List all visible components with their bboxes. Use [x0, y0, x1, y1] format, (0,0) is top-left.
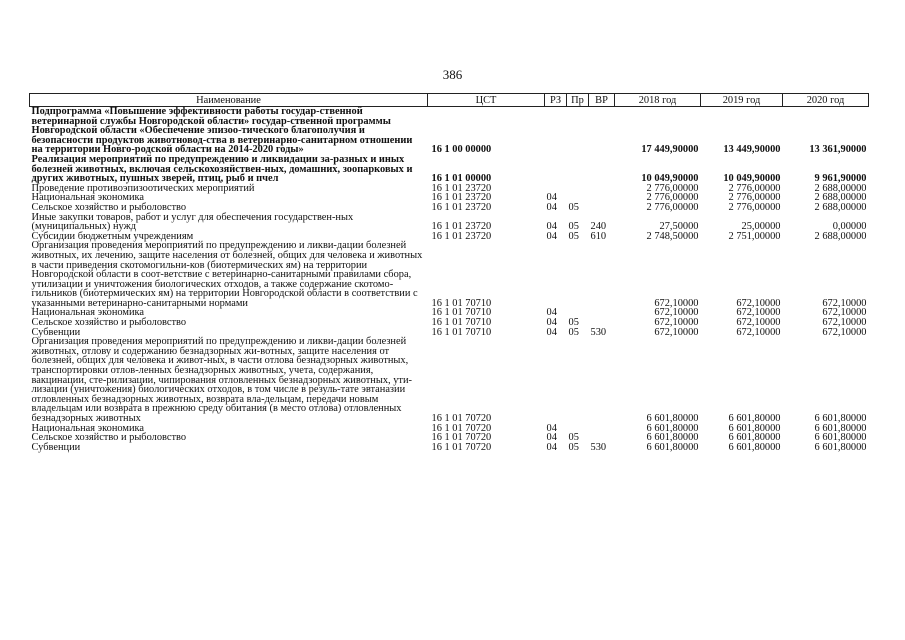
cell-vr: 530 [590, 326, 607, 338]
cell-name: Субвенции [31, 326, 81, 338]
header-name: Наименование [30, 94, 428, 107]
page-number: 386 [442, 67, 463, 82]
cell-2020: 6 601,80000 [814, 413, 867, 424]
cell-pr: 05 [568, 441, 579, 453]
cell-2020: 672,10000 [822, 307, 867, 319]
cell-rz: 04 [546, 441, 557, 453]
cell-rz: 04 [546, 432, 557, 444]
cell-rz: 04 [546, 317, 557, 329]
cell-name: Субсидии бюджетным учреждениям [31, 230, 194, 242]
cell-rz: 04 [546, 326, 557, 338]
cell-name: Сельское хозяйство и рыболовство [31, 317, 187, 329]
cell-rz: 04 [546, 192, 557, 204]
cell-vr [589, 203, 615, 213]
cell-pr: 05 [568, 201, 579, 213]
cell-2019: 672,10000 [736, 326, 781, 338]
cell-vr [589, 184, 615, 194]
cell-vr [589, 308, 615, 318]
cell-2018: 6 601,80000 [646, 413, 699, 424]
table-row [30, 213, 869, 232]
cell-2020: 672,10000 [822, 297, 867, 309]
cell-cst: 16 1 01 70720 [431, 432, 492, 444]
cell-vr [589, 337, 615, 423]
cell-pr: 05 [568, 317, 579, 329]
cell-rz [545, 155, 567, 184]
cell-name: Организация проведения мероприятий по предупреждению и ликви-дации болезней животных, отлову и содержанию безнадзорных жи-вотных, защите населения от болезней, общих для человека и живот-ных, в части отлова безнадзорных животных, транспортировки отлов-ленных безнадзорных животных, учета, содержания, вакцинации, сте-рилизации, чипирования отловленных безнадзорных животных, ути-лизации (уничтожения) биологических отходов, в том числе в резуль-тате эвтаназии отловленных безнадзорных животных, возврата вла-дельцам, передачи новым владельцам или возврата в прежнюю среду обитания (в место отлова) отловленных безнадзорных животных [31, 336, 412, 424]
cell-2020: 672,10000 [822, 326, 867, 338]
cell-2019: 10 049,90000 [723, 173, 781, 185]
budget-table [29, 93, 869, 452]
cell-rz: 04 [546, 422, 557, 434]
cell-name: Национальная экономика [31, 192, 145, 204]
cell-2018: 2 776,00000 [646, 182, 699, 194]
table-row [30, 241, 869, 308]
cell-2020: 6 601,80000 [814, 422, 867, 434]
cell-2018: 6 601,80000 [646, 422, 699, 434]
cell-vr: 530 [590, 441, 607, 453]
header-rz: РЗ [545, 94, 567, 107]
cell-cst: 16 1 01 70720 [431, 422, 492, 434]
table-row [30, 155, 869, 184]
cell-cst: 16 1 01 23720 [431, 230, 492, 242]
cell-2018: 2 776,00000 [646, 192, 699, 204]
cell-2019: 2 776,00000 [728, 192, 781, 204]
cell-cst: 16 1 01 23720 [431, 221, 492, 233]
cell-rz: 04 [546, 201, 557, 213]
header-vr: ВР [589, 94, 615, 107]
cell-2018: 6 601,80000 [646, 441, 699, 453]
cell-2019: 6 601,80000 [728, 422, 781, 434]
cell-rz: 04 [546, 230, 557, 242]
cell-2020: 13 361,90000 [809, 144, 867, 156]
cell-rz [545, 241, 567, 308]
cell-cst: 16 1 01 70720 [431, 413, 492, 424]
cell-vr [589, 155, 615, 184]
cell-name: Национальная экономика [31, 307, 145, 319]
cell-rz: 04 [546, 221, 557, 233]
cell-2020: 9 961,90000 [814, 173, 867, 185]
header-cst: ЦСТ [428, 94, 545, 107]
cell-rz: 04 [546, 307, 557, 319]
cell-cst: 16 1 01 70710 [431, 307, 492, 319]
cell-name: Субвенции [31, 441, 81, 453]
cell-pr [567, 241, 589, 308]
table-row [30, 337, 869, 423]
cell-rz [545, 107, 567, 155]
cell-2019: 2 776,00000 [728, 201, 781, 213]
cell-vr [589, 241, 615, 308]
cell-name: Подпрограмма «Повышение эффективности работы государ-ственной ветеринарной службы Новгородской области» государ-ственной программы Новгородской области «Обеспечение эпизоо-тического благополучия и безопасности продуктов животновод-ства в ветеринарно-санитарном отношении на территории Новго-родской области на 2014-2020 годы» [31, 106, 413, 156]
cell-2020: 0,00000 [832, 221, 867, 233]
cell-cst: 16 1 01 23720 [431, 182, 492, 194]
header-row [30, 94, 869, 107]
cell-pr [567, 337, 589, 423]
cell-2018: 6 601,80000 [646, 432, 699, 444]
cell-pr [567, 155, 589, 184]
cell-cst: 16 1 01 23720 [431, 201, 492, 213]
cell-2019: 672,10000 [736, 317, 781, 329]
cell-2018: 2 748,50000 [646, 230, 699, 242]
cell-2020: 2 688,00000 [814, 182, 867, 194]
cell-2019: 25,00000 [741, 221, 781, 233]
cell-vr: 610 [590, 230, 607, 242]
cell-pr [567, 184, 589, 194]
header-2020: 2020 год [783, 94, 869, 107]
cell-cst: 16 1 01 70720 [431, 441, 492, 453]
cell-pr: 05 [568, 230, 579, 242]
cell-cst: 16 1 01 70710 [431, 297, 492, 309]
cell-cst: 16 1 01 23720 [431, 192, 492, 204]
cell-name: Проведение противоэпизоотических мероприятий [31, 182, 255, 194]
cell-pr: 05 [568, 432, 579, 444]
cell-2019: 6 601,80000 [728, 432, 781, 444]
header-2018: 2018 год [615, 94, 701, 107]
cell-name: Реализация мероприятий по предупреждению и ликвидации за-разных и иных болезней животных, включая сельскохозяйствен-ных, домашних, зоопарковых и других животных, пушных зверей, птиц, рыб и пчел [31, 153, 413, 185]
cell-2018: 10 049,90000 [641, 173, 699, 185]
cell-2019: 672,10000 [736, 307, 781, 319]
cell-2020: 2 688,00000 [814, 230, 867, 242]
cell-2018: 672,10000 [654, 317, 699, 329]
cell-2018: 672,10000 [654, 326, 699, 338]
cell-2018: 672,10000 [654, 307, 699, 319]
cell-vr [589, 193, 615, 203]
cell-2020: 6 601,80000 [814, 432, 867, 444]
cell-name: Сельское хозяйство и рыболовство [31, 432, 187, 444]
cell-2018: 27,50000 [659, 221, 699, 233]
header-2019: 2019 год [701, 94, 783, 107]
cell-vr [589, 424, 615, 434]
cell-2019: 6 601,80000 [728, 413, 781, 424]
cell-pr: 05 [568, 326, 579, 338]
cell-2019: 2 776,00000 [728, 182, 781, 194]
cell-2019: 2 751,00000 [728, 230, 781, 242]
cell-pr [567, 107, 589, 155]
cell-cst: 16 1 01 70710 [431, 317, 492, 329]
cell-2020: 2 688,00000 [814, 201, 867, 213]
cell-2020: 2 688,00000 [814, 192, 867, 204]
cell-2018: 17 449,90000 [641, 144, 699, 156]
cell-cst: 16 1 01 00000 [431, 173, 492, 185]
cell-name: Иные закупки товаров, работ и услуг для обеспечения государствен-ных (муниципальных) нужд [31, 211, 354, 233]
cell-vr [589, 107, 615, 155]
cell-2018: 2 776,00000 [646, 201, 699, 213]
cell-vr: 240 [590, 221, 607, 233]
table-row [30, 443, 869, 453]
cell-2019: 13 449,90000 [723, 144, 781, 156]
cell-2020: 672,10000 [822, 317, 867, 329]
cell-cst: 16 1 00 00000 [431, 144, 492, 156]
header-pr: Пр [567, 94, 589, 107]
cell-rz [545, 337, 567, 423]
cell-2019: 672,10000 [736, 297, 781, 309]
cell-name: Сельское хозяйство и рыболовство [31, 201, 187, 213]
cell-2020: 6 601,80000 [814, 441, 867, 453]
cell-name: Организация проведения мероприятий по предупреждению и ликви-дации болезней животных, их лечению, защите населения от болезней, общих для человека и животных в части приведения скотомогильни-ков (биотермических ям) на территории Новгородской области в соот-ветствие с ветеринарно-санитарными правилами сбора, утилизации и уничтожения биологических отходов, а также содержание скотомо-гильников (биотермических ям) на территории Новгородской области в соответствии с указанными ветеринарно-санитарными нормами [31, 240, 423, 309]
cell-cst: 16 1 01 70710 [431, 326, 492, 338]
cell-name: Национальная экономика [31, 422, 145, 434]
cell-2019: 6 601,80000 [728, 441, 781, 453]
cell-2018: 672,10000 [654, 297, 699, 309]
table-row [30, 107, 869, 155]
cell-pr: 05 [568, 221, 579, 233]
